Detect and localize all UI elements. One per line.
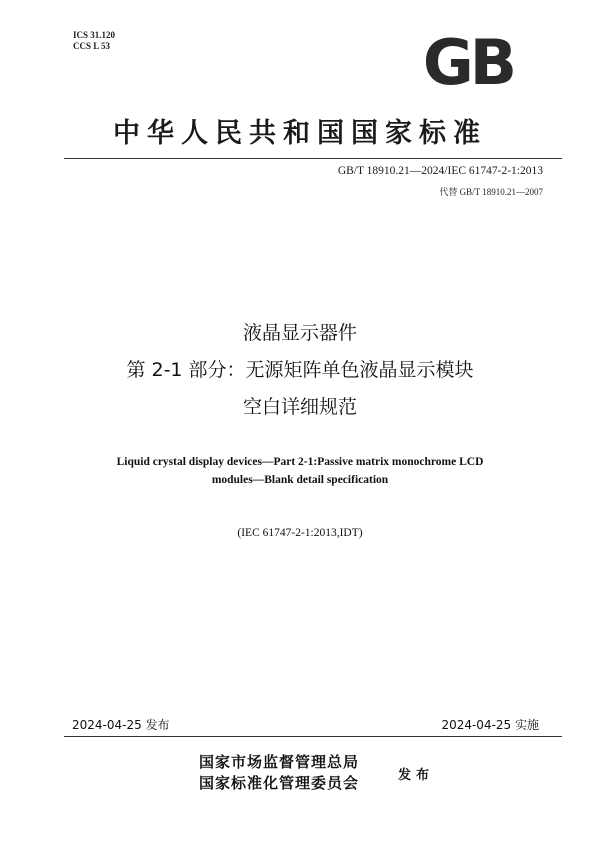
issuer-line2: 国家标准化管理委员会 — [199, 774, 360, 792]
standard-number: GB/T 18910.21—2024/IEC 61747-2-1:2013 — [337, 165, 543, 177]
issuer-line1: 国家市场监督管理总局 — [199, 753, 360, 771]
ccs-code: CCS L 53 — [73, 41, 111, 51]
cn-title-line1: 液晶显示器件 — [242, 322, 357, 344]
publish-label: 发布 — [398, 768, 435, 783]
cn-title-line3: 空白详细规范 — [242, 396, 357, 418]
en-title-line1: Liquid crystal display devices—Part 2-1:Passive matrix monochrome LCD — [116, 456, 484, 468]
replaces-note: 代替 GB/T 18910.21—2007 — [439, 187, 543, 197]
issue-date: 2024-04-25 发布 — [72, 718, 170, 732]
ics-code: ICS 31.120 — [73, 30, 116, 40]
page-title: 中华人民共和国国家标准 — [113, 118, 487, 149]
equivalence-note: (IEC 61747-2-1:2013,IDT) — [237, 527, 363, 539]
cn-title-line2: 第 2-1 部分：无源矩阵单色液晶显示模块 — [126, 359, 474, 381]
gb-logo-text: GB — [422, 36, 514, 88]
footer-divider — [64, 736, 562, 737]
header-divider — [64, 158, 562, 159]
en-title-line2: modules—Blank detail specification — [211, 474, 389, 486]
implement-date: 2024-04-25 实施 — [441, 718, 539, 732]
classification-codes — [73, 30, 115, 52]
gb-logo — [410, 36, 526, 88]
english-title — [60, 453, 540, 489]
